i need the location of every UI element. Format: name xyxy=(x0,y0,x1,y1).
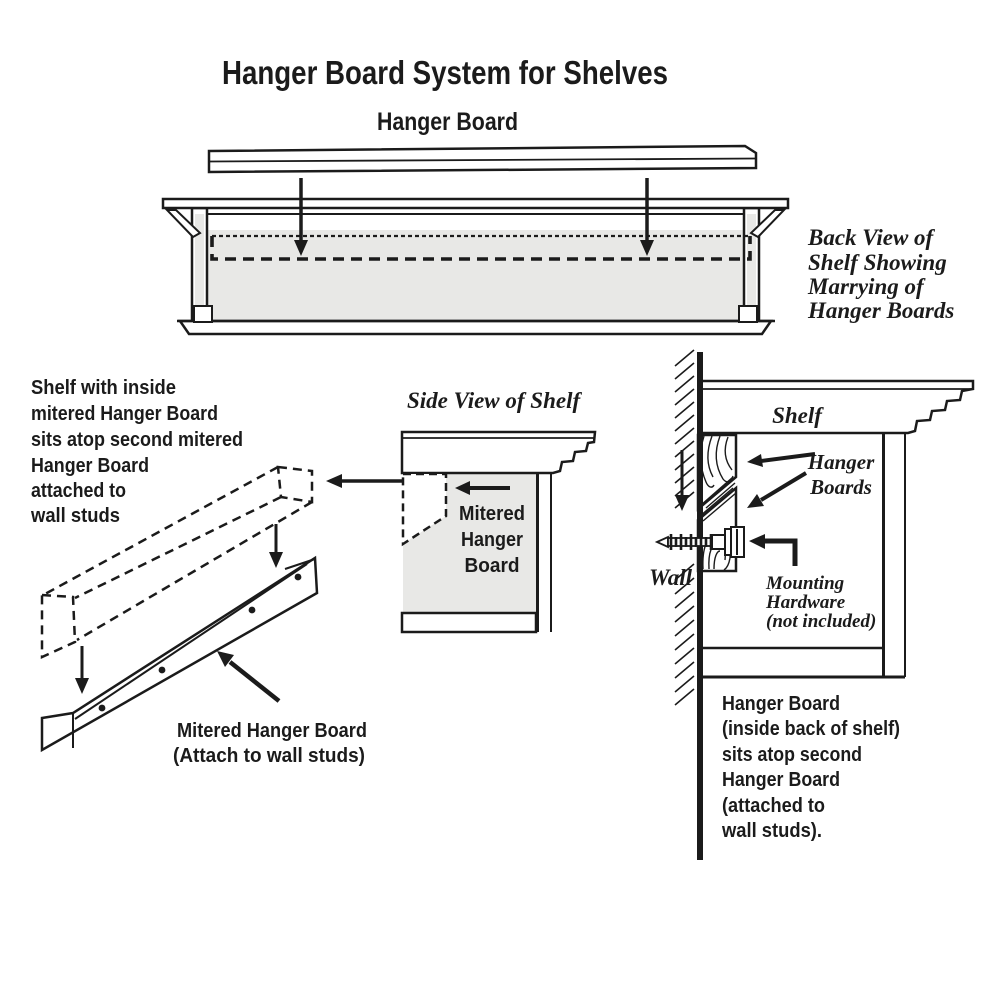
mitered-board-label-line-1: Mitered Hanger Board xyxy=(177,720,367,742)
left-note-line-1: Shelf with inside xyxy=(31,377,176,399)
wall-note-line-5: (attached to xyxy=(722,795,825,817)
mounting-hardware-label-line-3: (not included) xyxy=(766,611,877,632)
hanger-board-label: Hanger Board xyxy=(377,108,518,136)
side-board-label-line-1: Mitered xyxy=(459,503,525,525)
shelf-top-edge xyxy=(163,199,788,208)
wall-note-line-3: sits atop second xyxy=(722,744,862,766)
shelf-label: Shelf xyxy=(772,403,822,428)
back-view-caption-line-4: Hanger Boards xyxy=(808,298,955,323)
drop-arrow-right xyxy=(269,524,283,568)
hanger-boards-label-line-1: Hanger xyxy=(807,450,875,474)
hanger-boards-label-line-2: Boards xyxy=(810,475,872,499)
wall-note-line-1: Hanger Board xyxy=(722,693,840,715)
mounting-hardware-label-line-1: Mounting xyxy=(766,573,845,594)
back-view-caption-line-2: Shelf Showing xyxy=(808,250,947,275)
mounting-hardware-label-line-2: Hardware xyxy=(766,592,846,613)
marrying-arrow-right xyxy=(640,178,654,256)
left-corner-block xyxy=(194,306,212,322)
side-board-label-line-3: Board xyxy=(464,555,520,577)
wall-view xyxy=(649,350,973,860)
wall-note-line-4: Hanger Board xyxy=(722,769,840,791)
back-view-caption xyxy=(807,225,954,323)
shelf-bottom-edge xyxy=(180,321,771,334)
hanger-board-arrow-1 xyxy=(747,454,815,467)
mitered-board-label-arrow xyxy=(217,651,279,701)
wall-note-line-2: (inside back of shelf) xyxy=(722,718,900,740)
side-to-iso-arrow xyxy=(326,474,402,488)
mounting-hardware-arrow xyxy=(749,534,795,566)
mitered-board-label-line-2: (Attach to wall studs) xyxy=(173,745,365,767)
page-title: Hanger Board System for Shelves xyxy=(222,54,668,91)
wall-label: Wall xyxy=(649,565,693,590)
screw-hole-dot xyxy=(249,607,256,614)
marrying-arrow-left xyxy=(294,178,308,256)
back-view-shelf xyxy=(163,178,788,334)
left-note-line-2: mitered Hanger Board xyxy=(31,403,218,425)
drop-arrow-left xyxy=(75,646,89,694)
right-corner-block xyxy=(739,306,757,322)
hanger-board-arrow-2 xyxy=(747,473,806,508)
back-view-caption-line-1: Back View of xyxy=(808,225,934,250)
side-view-shelf-bottom xyxy=(402,613,536,632)
floating-hanger-board xyxy=(209,146,756,172)
screw-hole-dot xyxy=(99,705,106,712)
left-note-line-5: attached to xyxy=(31,480,126,502)
screw-hole-dot xyxy=(295,574,302,581)
side-board-label-line-2: Hanger xyxy=(461,529,524,551)
side-view-title: Side View of Shelf xyxy=(407,388,581,413)
back-panel-gray xyxy=(207,230,744,321)
wall-hatching xyxy=(675,350,694,705)
left-note-line-6: wall studs xyxy=(30,505,120,527)
back-view-caption-line-3: Marrying of xyxy=(808,274,924,299)
wall-view-note xyxy=(721,693,900,842)
side-view xyxy=(326,388,595,632)
screw-hole-dot xyxy=(159,667,166,674)
left-note-line-4: Hanger Board xyxy=(31,455,149,477)
left-note-line-3: sits atop second mitered xyxy=(31,429,243,451)
wall-note-line-6: wall studs). xyxy=(721,820,822,842)
